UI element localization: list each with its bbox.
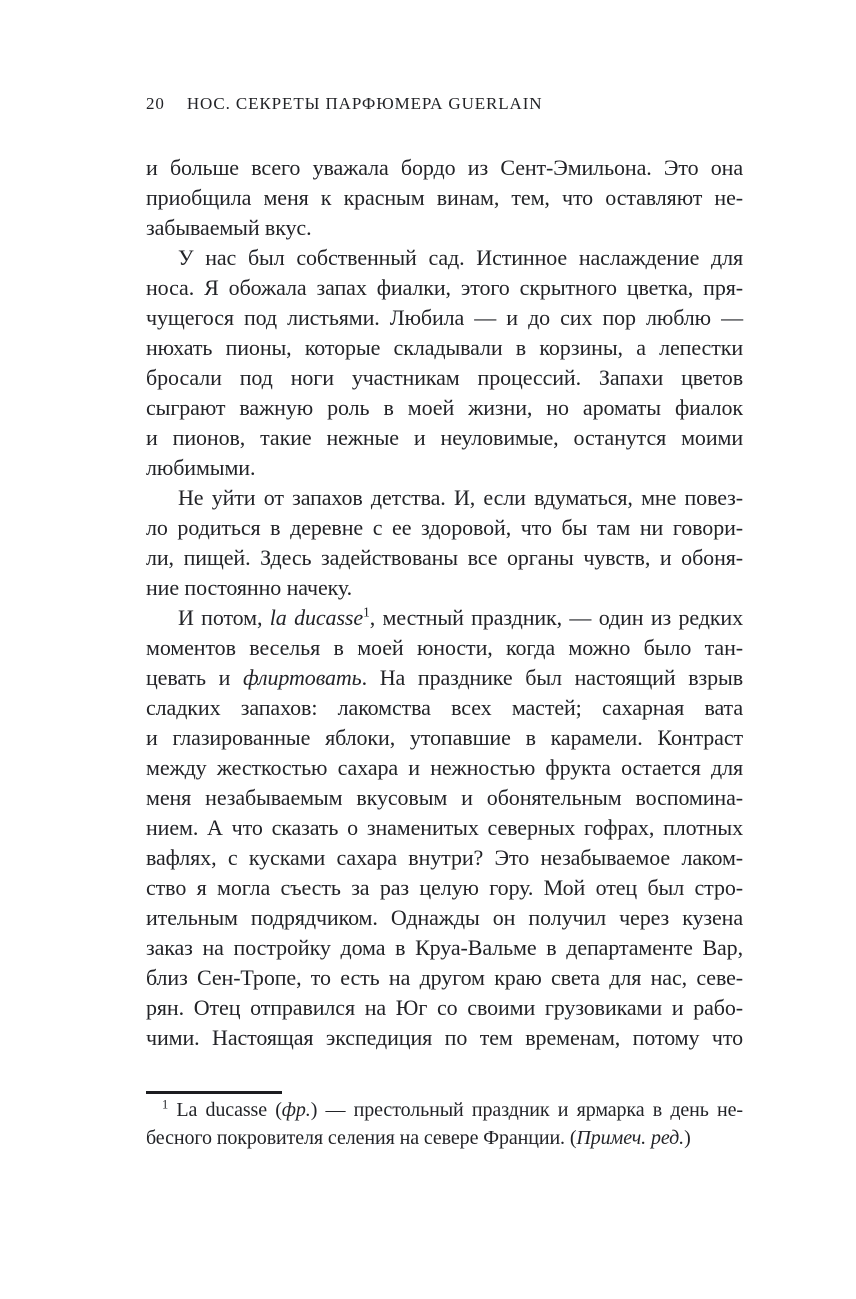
paragraph — [146, 153, 743, 243]
text-line: ство я могла съесть за раз целую гору. Мой отец был стро- — [146, 875, 743, 900]
footnote-reference-marker: 1 — [162, 1097, 169, 1112]
text-line: ние постоянно начеку. — [146, 575, 353, 600]
paragraph — [146, 483, 743, 603]
text-line: любимыми. — [146, 455, 256, 480]
text-line: цевать и флиртовать. На празднике был настоящий взрыв — [146, 665, 744, 690]
text-line: $^1$ La ducasse (фр.) — престольный праздник и ярмарка в день не- — [162, 1097, 743, 1121]
footnote-text — [146, 1096, 743, 1152]
text-line: нюхать пионы, которые складывали в корзины, а лепестки — [146, 335, 743, 360]
text-line: меня незабываемым вкусовым и обонятельным воспомина- — [146, 785, 743, 810]
text-line: и глазированные яблоки, утопавшие в карамели. Контраст — [146, 725, 743, 750]
text-line: приобщила меня к красным винам, тем, что оставляют не- — [146, 185, 743, 210]
footnote-reference-marker: 1 — [363, 604, 370, 620]
text-line: сладких запахов: лакомства всех мастей; сахарная вата — [146, 695, 743, 720]
text-line: У нас был собственный сад. Истинное наслаждение для — [178, 245, 743, 270]
text-line: между жесткостью сахара и нежностью фрукта остается для — [146, 755, 743, 780]
text-line: бросали под ноги участникам процессий. Запахи цветов — [146, 365, 743, 390]
text-line: ли, пищей. Здесь задействованы все органы чувств, и обоня- — [146, 545, 743, 570]
page-header — [146, 94, 542, 114]
text-line: ительным подрядчиком. Однажды он получил через кузена — [146, 905, 743, 930]
footnote-divider — [146, 1091, 282, 1094]
text-line: Не уйти от запахов детства. И, если вдуматься, мне повез- — [178, 485, 743, 510]
text-line: нием. А что сказать о знаменитых северных гофрах, плотных — [146, 815, 743, 840]
text-line: моментов веселья в моей юности, когда можно было тан- — [146, 635, 743, 660]
text-line: вафлях, с кусками сахара внутри? Это незабываемое лаком- — [146, 845, 743, 870]
text-line: забываемый вкус. — [146, 215, 312, 240]
italic-text: Примеч. ред. — [576, 1127, 685, 1149]
text-line: рян. Отец отправился на Юг со своими грузовиками и рабо- — [146, 995, 743, 1020]
text-line: и больше всего уважала бордо из Сент-Эмильона. Это она — [146, 155, 743, 180]
italic-text: la ducasse — [269, 605, 364, 630]
italic-text: флиртовать — [243, 665, 362, 690]
text-line: ло родиться в деревне с ее здоровой, что бы там ни говори- — [146, 515, 743, 540]
text-line: близ Сен-Тропе, то есть на другом краю света для нас, севе- — [146, 965, 743, 990]
text-line: и пионов, такие нежные и неуловимые, останутся моими — [146, 425, 743, 450]
text-line: И потом, la ducasse$^1$, местный праздник, — один из редких — [178, 604, 743, 630]
text-line: бесного покровителя селения на севере Франции. (Примеч. ред.) — [146, 1127, 691, 1149]
page-number: 20 — [146, 94, 165, 113]
italic-text: фр. — [281, 1099, 311, 1121]
text-line: чущегося под листьями. Любила — и до сих пор люблю — — [146, 305, 743, 330]
text-line: чими. Настоящая экспедиция по тем временам, потому что — [146, 1025, 743, 1050]
paragraph — [146, 243, 743, 483]
text-line: сыграют важную роль в моей жизни, но ароматы фиалок — [146, 395, 743, 420]
body-text — [146, 153, 743, 1053]
running-title: НОС. СЕКРЕТЫ ПАРФЮМЕРА GUERLAIN — [186, 94, 543, 113]
paragraph — [146, 603, 743, 1053]
text-line: заказ на постройку дома в Круа-Вальме в департаменте Вар, — [146, 935, 743, 960]
text-line: носа. Я обожала запах фиалки, этого скрытного цветка, пря- — [146, 275, 743, 300]
